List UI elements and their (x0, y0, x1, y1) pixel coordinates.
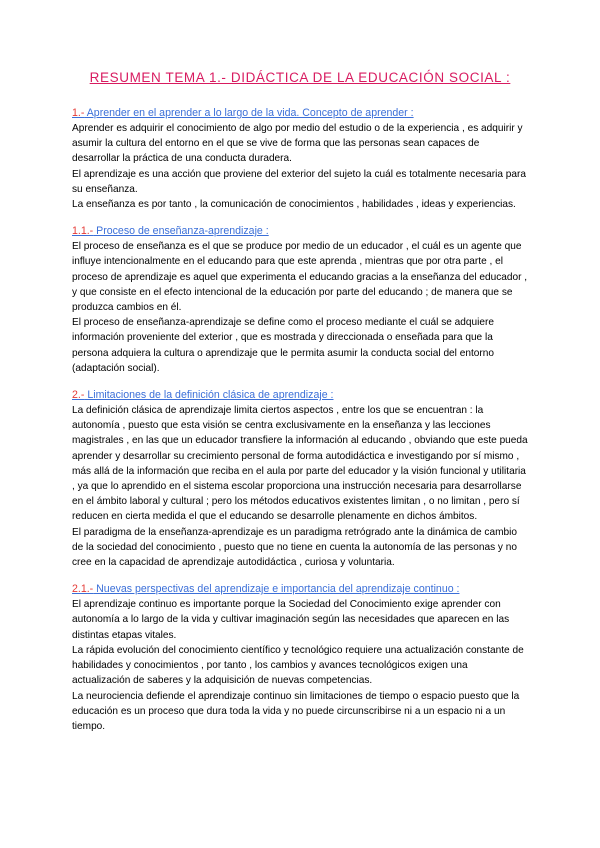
section-heading (72, 106, 528, 121)
section-1 (72, 106, 528, 212)
section-number: 1.1.- (72, 225, 94, 238)
section-heading (72, 388, 528, 403)
section-1-1 (72, 224, 528, 376)
paragraph: La neurociencia defiende el aprendizaje continuo sin limitaciones de tiempo o espacio puesto que la educación es un proceso que dura toda la vida y no puede circunscribirse ni a un espacio ni a un tiempo. (72, 690, 520, 732)
section-number: 2.- (72, 389, 85, 402)
section-heading (72, 582, 528, 597)
document-body (72, 106, 528, 746)
paragraph: El proceso de enseñanza-aprendizaje se define como el proceso mediante el cuál se adquiere información proveniente del exterior , que es mostrada y direccionada o enseñada para que la persona adquiera la cultura o aprendizaje que le permita asumir la conducta social del entorno (adaptación social). (72, 317, 494, 374)
paragraph: El proceso de enseñanza es el que se produce por medio de un educador , el cuál es un agente que influye intencionalmente en el educando para que este aprenda , mientras que por otra parte , el proceso de aprendizaje es aquel que experimenta el educando gracias a la enseñanza del educador , y que consiste en el efecto intencional de la educación por parte del educando ; de manera que se produzca cambios en él. (72, 241, 528, 314)
paragraph: El aprendizaje es una acción que proviene del exterior del sujeto la cuál es totalmente necesaria para su enseñanza. (72, 168, 526, 195)
paragraph: El paradigma de la enseñanza-aprendizaje es un paradigma retrógrado ante la dinámica de cambio de la sociedad del conocimiento , puesto que no tiene en cuenta la autonomía de las personas y no cree en la capacidad de aprendizaje autodidáctica , curiosa y voluntaria. (72, 526, 517, 569)
section-heading (72, 224, 528, 239)
paragraph: La enseñanza es por tanto , la comunicación de conocimientos , habilidades , ideas y experiencias. (72, 199, 516, 211)
section-2-1 (72, 582, 528, 734)
section-number: 1.- (72, 107, 85, 119)
section-heading-text: Nuevas perspectivas del aprendizaje e importancia del aprendizaje continuo : (93, 583, 460, 596)
paragraph: Aprender es adquirir el conocimiento de algo por medio del estudio o de la experiencia , es adquirir y asumir la cultura del entorno en el que se vive de forma que las personas sean capaces de desarrollar la práctica de una conducta duradera. (72, 123, 523, 165)
page-title: RESUMEN TEMA 1.- DIDÁCTICA DE LA EDUCACIÓN SOCIAL : (89, 70, 511, 85)
paragraph: La rápida evolución del conocimiento científico y tecnológico requiere una actualización constante de habilidades y conocimientos , por tanto , los cambios y avances tecnológicos exigen una actualización de saberes y la adquisición de nuevas competencias. (72, 644, 524, 687)
section-number: 2.1.- (72, 583, 94, 596)
paragraph: La definición clásica de aprendizaje limita ciertos aspectos , entre los que se encuentran : la autonomía , puesto que esta visión se centra exclusivamente en la enseñanza y las lecciones magistrales , en las que un educador transfiere la información al educando , obviando que este pueda aprender y desarrollar su crecimiento personal de forma autodidáctica e investigando por sí mismo , más allá de la información que reciba en el aula por parte del educador y la visión funcional y utilitaria , ya que lo aprendido en el sistema escolar proporciona una instrucción necesaria para desarrollarse en el ámbito laboral y cultural ; pero los métodos educativos existentes limitan , o no limitan , pero sí reducen en cierta medida el que el educando se desarrolle plenamente en dichos ámbitos. (72, 405, 528, 523)
section-heading-text: Aprender en el aprender a lo largo de la vida. Concepto de aprender : (84, 107, 414, 119)
section-heading-text: Limitaciones de la definición clásica de aprendizaje : (84, 389, 334, 402)
paragraph: El aprendizaje continuo es importante porque la Sociedad del Conocimiento exige aprender con autonomía a lo largo de la vida y cultivar imaginación según las necesidades que aparecen en las distintas etapas vitales. (72, 599, 510, 641)
section-heading-text: Proceso de enseñanza-aprendizaje : (93, 225, 269, 238)
section-2 (72, 388, 528, 570)
